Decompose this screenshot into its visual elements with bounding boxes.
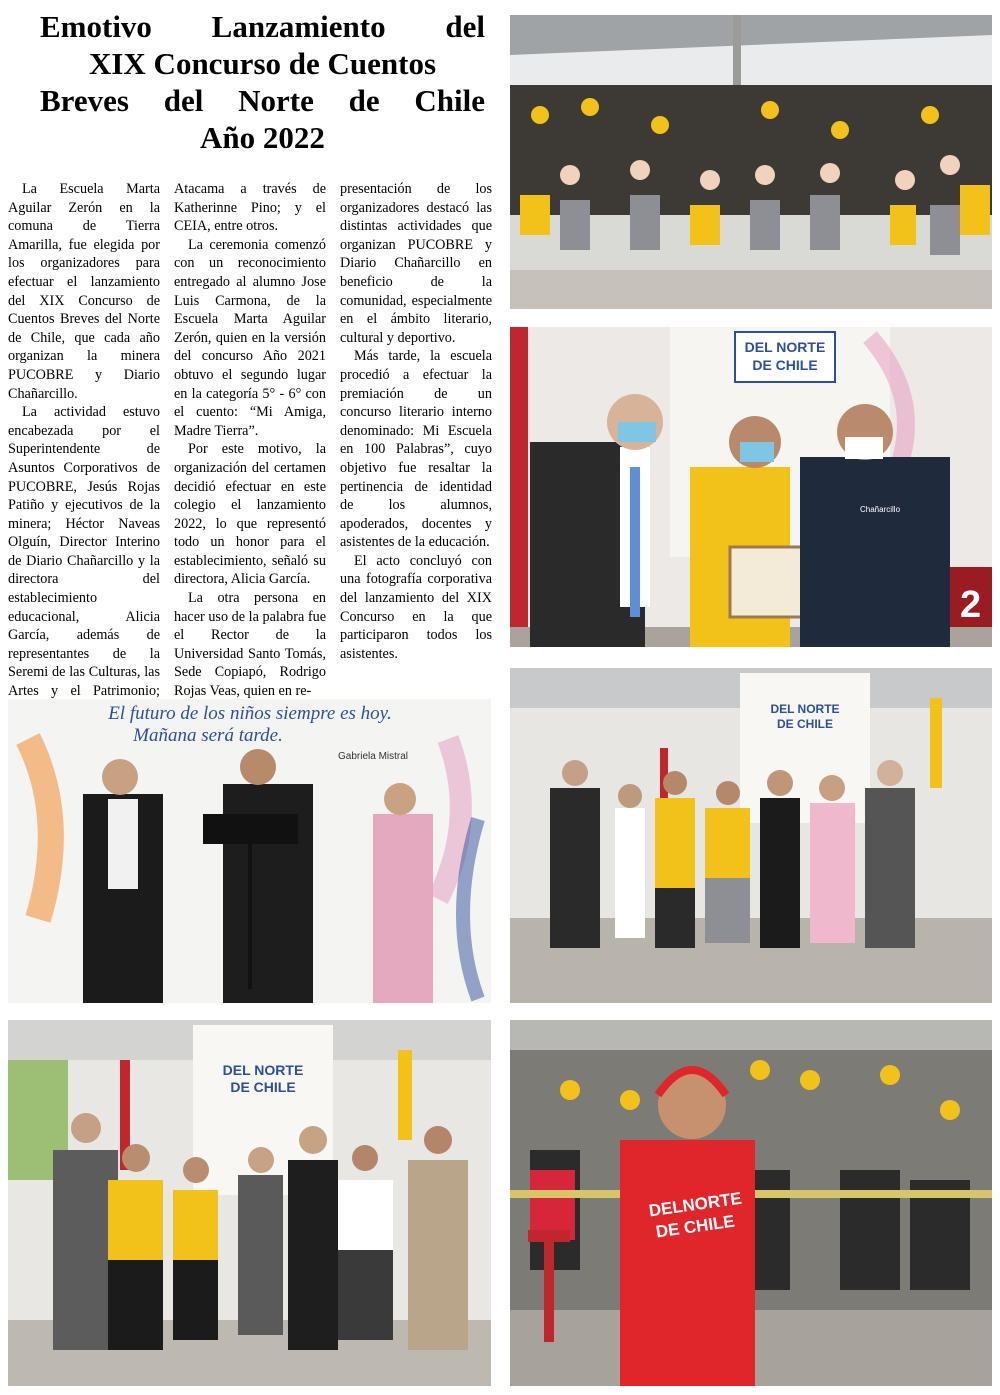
paragraph: Atacama a través de Katherinne Pino; y el CEIA, entre otros. (174, 181, 326, 235)
banner-title-2: DE CHILE (752, 357, 818, 373)
headline (40, 8, 485, 156)
banner-title-1: DEL NORTE (222, 1062, 304, 1078)
banner-title-1: DEL NORTE (744, 339, 826, 355)
shirt-text-1: DELNORTE (647, 1188, 743, 1221)
banner-title-2: DE CHILE (230, 1079, 296, 1095)
shirt-text-2: DE CHILE (654, 1211, 736, 1242)
quote-line-2: Mañana será tarde. (133, 725, 283, 746)
photo-award-group-2 (8, 1020, 491, 1386)
paragraph: presentación de los organizadores destacó las distintas actividades que organizan PUCOBRE y Diario Chañarcillo en beneficio de la comunidad, especialmente en el ámbito literario, cultural y deportivo. (340, 181, 492, 346)
headline-line-4: Año 2022 (200, 120, 325, 155)
article-column-2 (174, 180, 326, 701)
quote-author: Gabriela Mistral (338, 751, 409, 762)
quote-line-1: El futuro de los niños siempre es hoy. (108, 703, 392, 724)
headline-line-3: Breves del Norte de Chile (40, 83, 485, 118)
jacket-logo: Chañarcillo (860, 505, 901, 514)
paragraph: La otra persona en hacer uso de la palabra fue el Rector de la Universidad Santo Tomás, Sede Copiapó, Rodrigo Rojas Veas, quien en re- (174, 590, 326, 700)
banner-number: 2 (960, 584, 982, 626)
photo-storyteller (510, 1020, 992, 1386)
article-column-1 (8, 180, 160, 719)
headline-line-2: XIX Concurso de Cuentos (88, 46, 437, 81)
paragraph: La Escuela Marta Aguilar Zerón en la comuna de Tierra Amarilla, fue elegida por los organizadores para efectuar el lanzamiento del XIX Concurso de Cuentos Breves del Norte de Chile, que cada año organizan la minera PUCOBRE y Diario Chañarcillo. (8, 181, 160, 402)
paragraph: Más tarde, la escuela procedió a efectuar la premiación de un concurso literario interno denominado: Mi Escuela en 100 Palabras”, cuyo objetivo fue resaltar la pertinencia de identidad de los alumnos, apoderados, docentes y asistentes de la educación. (340, 348, 492, 551)
photo-award-group-1 (510, 668, 992, 1003)
banner-title-2: DE CHILE (776, 717, 834, 731)
paragraph: Por este motivo, la organización del certamen decidió efectuar en este colegio el lanzamiento 2022, lo que representó todo un honor para el establecimiento, señaló su directora, Alicia García. (174, 441, 326, 588)
photo-speakers (8, 699, 491, 1003)
photo-award-student (510, 327, 992, 647)
headline-line-1: Emotivo Lanzamiento del (40, 9, 485, 44)
paragraph: El acto concluyó con una fotografía corporativa del lanzamiento del XIX Concurso en la que participaron todos los asistentes. (340, 552, 492, 662)
article-column-3 (340, 180, 492, 663)
paragraph: La ceremonia comenzó con un reconocimiento entregado al alumno Jose Luis Carmona, de la Escuela Marta Aguilar Zerón, quien en la versión del concurso Año 2021 obtuvo el segundo lugar en la categoría 5° - 6° con el cuento: “Mi Amiga, Madre Tierra”. (174, 236, 326, 439)
paragraph: La actividad estuvo encabezada por el Superintendente de Asuntos Corporativos de PUCOBRE, Jesús Rojas Patiño y ejecutivos de la minera; Héctor Naveas Olguín, Director Interino de Diario Chañarcillo y la directora del establecimiento educacional, Alicia García, además de representantes de la Seremi de las Culturas, las Artes y el Patrimonio; (8, 404, 160, 700)
banner-title-1: DEL NORTE (770, 702, 840, 716)
photo-group (510, 15, 992, 309)
